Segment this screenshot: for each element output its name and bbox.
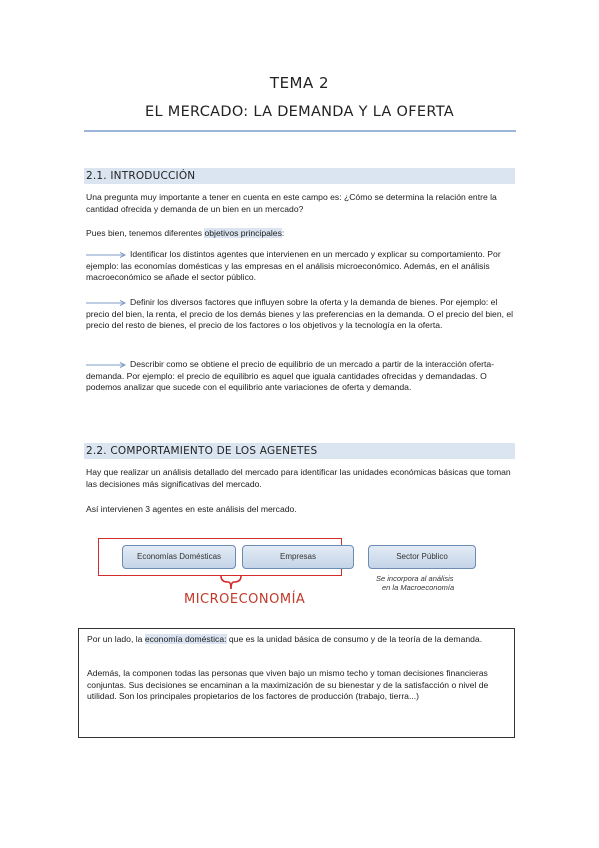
intro-paragraph: Una pregunta muy importante a tener en cuenta en este campo es: ¿Cómo se determina la relación entre la cantidad ofrecida y demanda de un bien en un mercado? <box>86 192 497 214</box>
arrow-right-icon <box>86 252 128 258</box>
microeconomia-label: MICROECONOMÍA <box>184 592 306 607</box>
analysis-paragraph: Hay que realizar un análisis detallado del mercado para identificar las unidades económicas básicas que toman las decisiones más significativas del mercado. <box>86 467 511 489</box>
arrow-right-icon <box>86 300 128 306</box>
section-heading-introduccion: 2.1. INTRODUCCIÓN <box>84 168 515 184</box>
bullet-text-1: Identificar los distintos agentes que intervienen en un mercado y explicar su comportamiento. Por ejemplo: las economías domésticas y las empresas en el análisis microeconómico. Además, en el análisis macroeconómico se añade el sector público. <box>86 249 501 283</box>
agents-paragraph: Así intervienen 3 agentes en este análisis del mercado. <box>86 504 297 514</box>
title-divider <box>84 130 516 132</box>
macroeconomia-note-line1: Se incorpora al análisis <box>376 574 454 583</box>
bullet-text-2: Definir los diversos factores que influyen sobre la oferta y la demanda de bienes. Por ejemplo: el precio del bien, la renta, el precio de los demás bienes y las preferencias en la demanda. O el precio del bien, el precio del resto de bienes, el precio de los factores o los objetivos y la tecnología en la oferta. <box>86 297 514 331</box>
agents-diagram <box>80 530 520 630</box>
arrow-right-icon <box>86 362 128 368</box>
economia-domestica-highlight: economía doméstica: <box>144 634 227 644</box>
agent-empresas: Empresas <box>242 545 354 569</box>
box-text-post: que es la unidad básica de consumo y de la teoría de la demanda. <box>226 634 483 644</box>
agent-economias-domesticas: Economías Domésticas <box>122 545 236 569</box>
bullet-text-3: Describir como se obtiene el precio de equilibrio de un mercado a partir de la interacción oferta-demanda. Por ejemplo: el precio de equilibrio es aquel que iguala cantidades ofrecidas y demandadas. O podemos analizar que sucede con el equilibrio ante variaciones de oferta y demanda. <box>86 359 494 393</box>
bullet-paragraph-3 <box>86 359 514 394</box>
objectives-text-pre: Pues bien, tenemos diferentes <box>86 228 205 238</box>
curly-brace-icon <box>220 575 242 591</box>
section-heading-comportamiento: 2.2. COMPORTAMIENTO DE LOS AGENETES <box>84 443 515 459</box>
macroeconomia-note-line2: en la Macroeconomía <box>382 583 455 592</box>
box-paragraph-2: Además, la componen todas las personas que viven bajo un mismo techo y toman decisiones financieras conjuntas. Sus decisiones se encaminan a la maximización de su bienestar y de la satisfacción o nivel de utilidad. Son los principales propietarios de los factores de producción (trabajo, tierra...) <box>87 668 489 702</box>
document-title: TEMA 2 <box>269 74 330 92</box>
document-subtitle: EL MERCADO: LA DEMANDA Y LA OFERTA <box>145 104 454 120</box>
objectives-text-post: : <box>281 228 285 238</box>
bullet-paragraph-2 <box>86 297 514 332</box>
box-text-pre: Por un lado, la <box>87 634 145 644</box>
bullet-paragraph-1 <box>86 249 514 284</box>
objectives-highlight: objetivos principales <box>204 228 282 238</box>
objectives-paragraph <box>86 228 514 240</box>
agent-sector-publico: Sector Público <box>368 545 476 569</box>
macroeconomia-note <box>376 574 454 592</box>
title-block <box>0 74 599 120</box>
box-paragraph-1 <box>87 634 505 646</box>
